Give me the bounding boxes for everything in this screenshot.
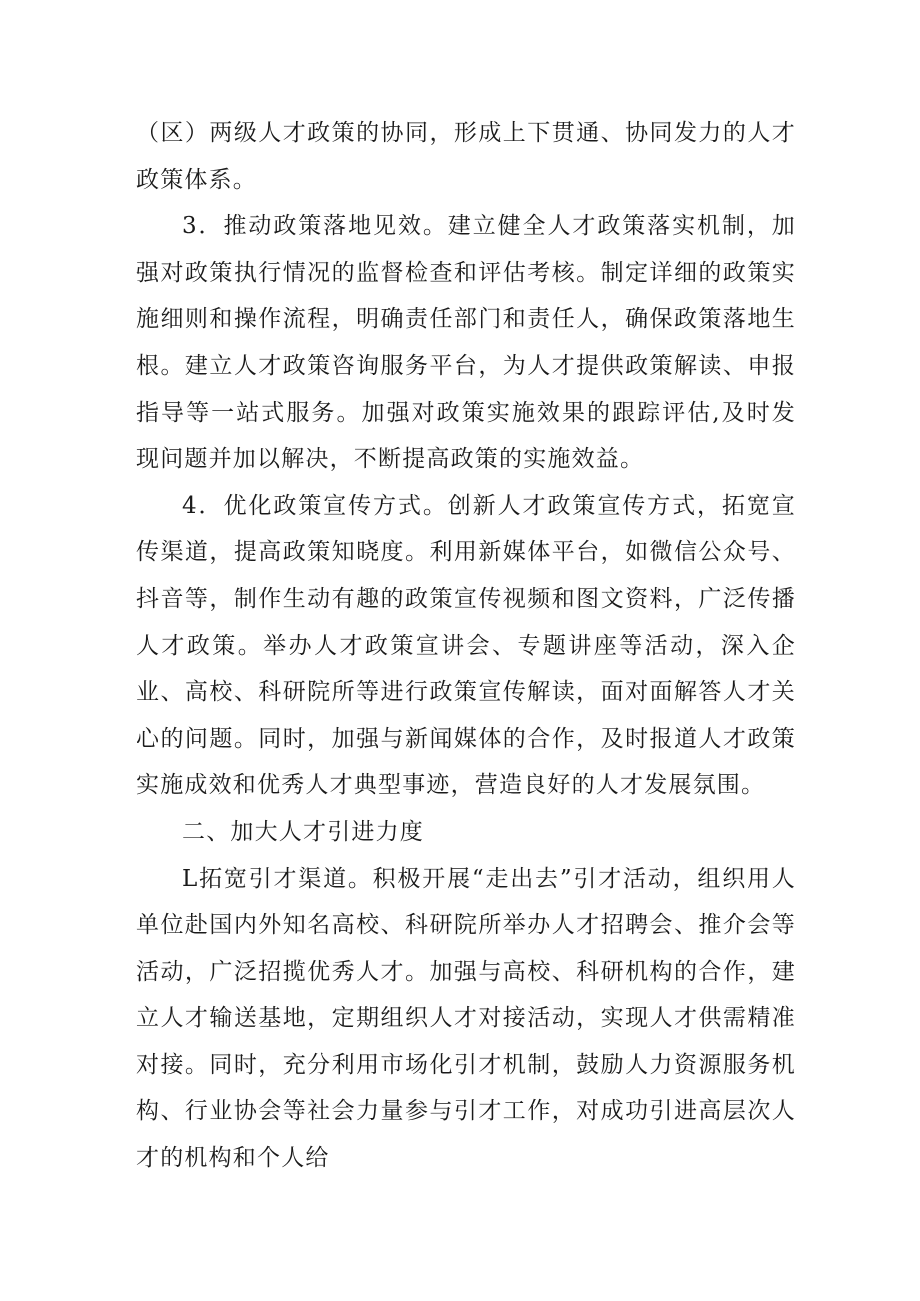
section-heading-talent-introduction: 二、加大人才引进力度: [182, 818, 424, 845]
paragraph-policy-continuation: （区）两级人才政策的协同，形成上下贯通、协同发力的人才政策体系。: [136, 120, 796, 193]
paragraph-policy-publicity: 4．优化政策宣传方式。创新人才政策宣传方式，拓宽宣传渠道，提高政策知晓度。利用新媒体平台，如微信公众号、抖音等，制作生动有趣的政策宣传视频和图文资料，广泛传播人才政策。举办人才政策宣讲会、专题讲座等活动，深入企业、高校、科研院所等进行政策宣传解读，面对面解答人才关心的问题。同时，加强与新闻媒体的合作，及时报道人才政策实施成效和优秀人才典型事迹，营造良好的人才发展氛围。: [136, 492, 796, 799]
paragraph-policy-implementation: 3．推动政策落地见效。建立健全人才政策落实机制，加强对政策执行情况的监督检查和评估考核。制定详细的政策实施细则和操作流程，明确责任部门和责任人，确保政策落地生根。建立人才政策咨询服务平台，为人才提供政策解读、申报指导等一站式服务。加强对政策实施效果的跟踪评估,及时发现问题并加以解决，不断提高政策的实施效益。: [136, 213, 796, 473]
document-body: [136, 110, 796, 1182]
paragraph-recruitment-channels: L拓宽引才渠道。积极开展“走出去”引才活动，组织用人单位赴国内外知名高校、科研院所举办人才招聘会、推介会等活动，广泛招揽优秀人才。加强与高校、科研机构的合作，建立人才输送基地，定期组织人才对接活动，实现人才供需精准对接。同时，充分利用市场化引才机制，鼓励人力资源服务机构、行业协会等社会力量参与引才工作，对成功引进高层次人才的机构和个人给: [136, 865, 796, 1172]
